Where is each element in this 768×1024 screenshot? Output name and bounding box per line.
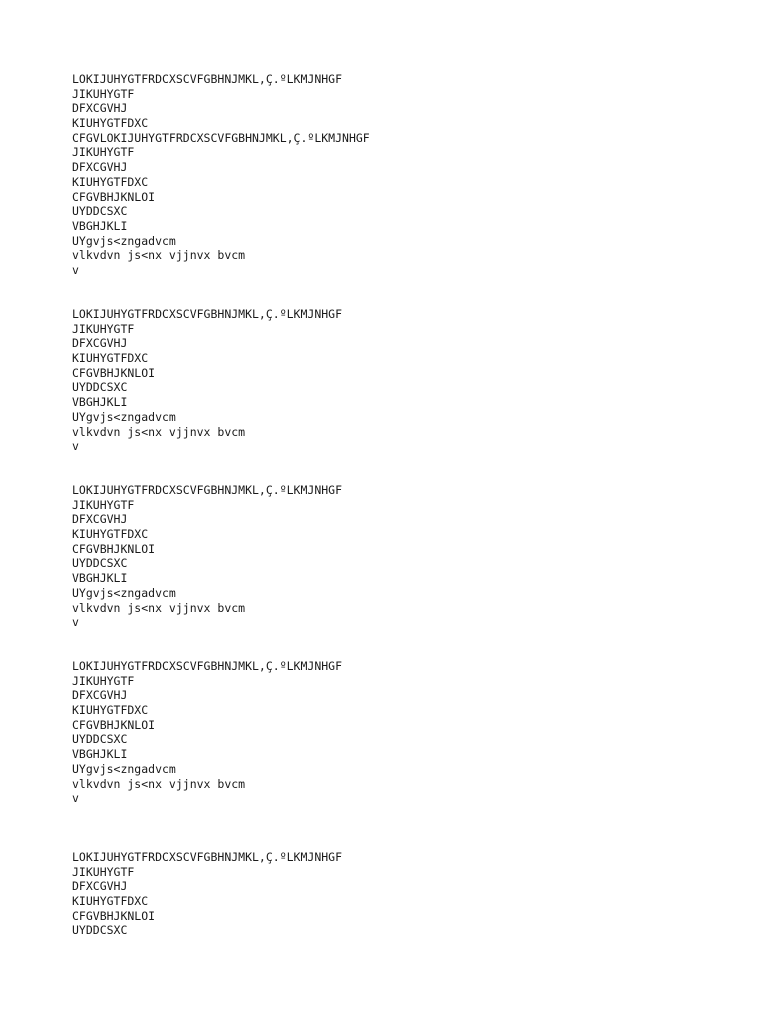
text-line: v [72,791,79,806]
text-line: CFGVBHJKNLOI [72,189,156,204]
text-line: CFGVBHJKNLOI [72,908,156,923]
text-block-5 [72,850,342,938]
text-line: JIKUHYGTF [72,497,135,512]
text-line: JIKUHYGTF [72,145,135,160]
text-line: LOKIJUHYGTFRDCXSCVFGBHNJMKL,Ç.ºLKMJNHGF [72,307,343,321]
text-line: KIUHYGTFDXC [72,116,149,131]
text-line: LOKIJUHYGTFRDCXSCVFGBHNJMKL,Ç.ºLKMJNHGF [72,850,343,864]
text-line: DFXCGVHJ [72,160,128,175]
text-line: v [72,262,79,277]
text-line: UYDDCSXC [72,923,128,938]
text-line: UYDDCSXC [72,556,128,571]
text-line: vlkvdvn js<nx vjjnvx bvcm [72,600,246,615]
text-line: DFXCGVHJ [72,101,128,116]
text-line: CFGVBHJKNLOI [72,541,156,556]
text-block-1 [72,72,370,278]
text-line: UYgvjs<zngadvcm [72,761,176,776]
text-line: KIUHYGTFDXC [72,527,149,542]
text-line: vlkvdvn js<nx vjjnvx bvcm [72,776,246,791]
text-line: vlkvdvn js<nx vjjnvx bvcm [72,248,246,263]
text-line: JIKUHYGTF [72,864,135,879]
text-line: KIUHYGTFDXC [72,174,149,189]
text-line: DFXCGVHJ [72,512,128,527]
text-line: vlkvdvn js<nx vjjnvx bvcm [72,424,246,439]
text-line: LOKIJUHYGTFRDCXSCVFGBHNJMKL,Ç.ºLKMJNHGF [72,483,343,497]
text-line: CFGVBHJKNLOI [72,717,156,732]
text-line: UYgvjs<zngadvcm [72,585,176,600]
text-line: UYDDCSXC [72,204,128,219]
text-line: VBGHJKLI [72,218,128,233]
text-line: UYgvjs<zngadvcm [72,233,176,248]
text-line: VBGHJKLI [72,395,128,410]
text-block-2 [72,307,342,454]
text-line: CFGVLOKIJUHYGTFRDCXSCVFGBHNJMKL,Ç.ºLKMJNHGF [72,130,370,145]
text-line: UYDDCSXC [72,732,128,747]
text-line: v [72,439,79,454]
text-line: DFXCGVHJ [72,879,128,894]
text-line: LOKIJUHYGTFRDCXSCVFGBHNJMKL,Ç.ºLKMJNHGF [72,72,343,86]
text-line: v [72,615,79,630]
text-line: KIUHYGTFDXC [72,894,149,909]
text-line: JIKUHYGTF [72,321,135,336]
text-block-3 [72,483,342,630]
text-line: VBGHJKLI [72,571,128,586]
text-line: UYDDCSXC [72,380,128,395]
text-line: JIKUHYGTF [72,86,135,101]
text-line: LOKIJUHYGTFRDCXSCVFGBHNJMKL,Ç.ºLKMJNHGF [72,659,343,673]
text-line: UYgvjs<zngadvcm [72,409,176,424]
text-block-4 [72,659,342,806]
text-line: KIUHYGTFDXC [72,351,149,366]
text-line: VBGHJKLI [72,747,128,762]
text-line: JIKUHYGTF [72,673,135,688]
text-line: DFXCGVHJ [72,688,128,703]
text-line: KIUHYGTFDXC [72,703,149,718]
text-line: DFXCGVHJ [72,336,128,351]
text-line: CFGVBHJKNLOI [72,365,156,380]
